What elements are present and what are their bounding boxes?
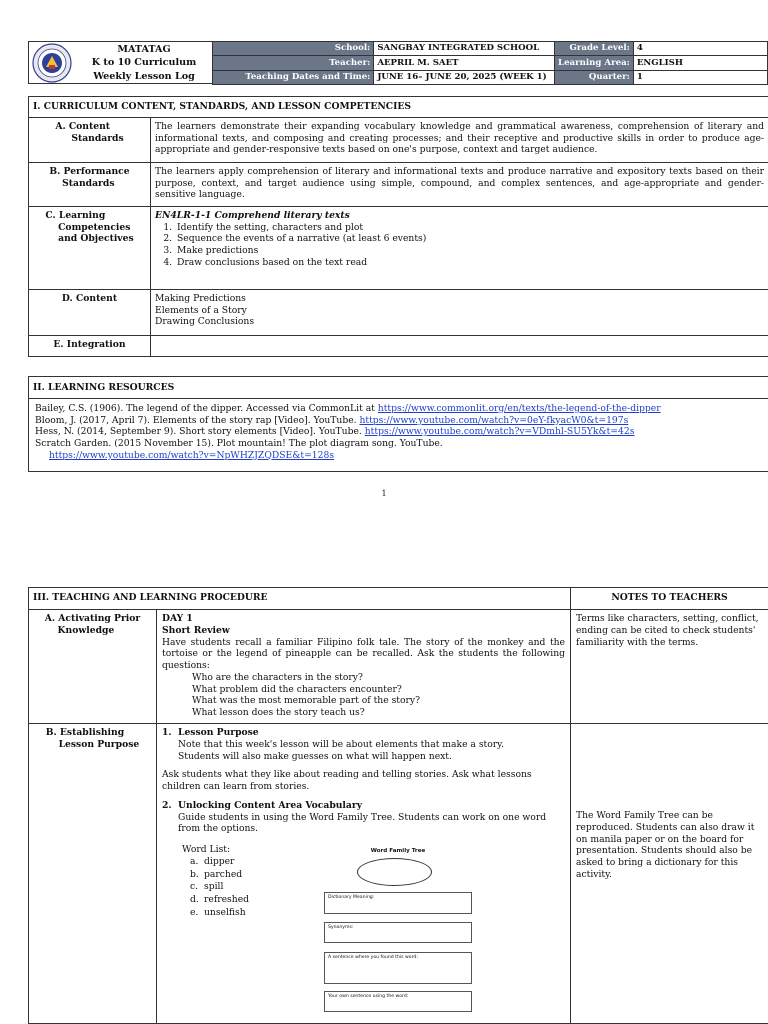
word-family-tree-title: Word Family Tree (370, 848, 426, 854)
header-fields (212, 41, 768, 85)
content-item: Making Predictions (155, 292, 246, 304)
title-line-1: MATATAG (117, 44, 171, 55)
activating-knowledge-cell (157, 610, 571, 724)
competency-code: EN4LR-1-1 Comprehend literary texts (155, 209, 350, 221)
activating-knowledge-label: A. Activating Prior Knowledge (29, 610, 157, 724)
grade-value: 4 (633, 42, 767, 56)
reference-link[interactable]: https://www.youtube.com/watch?v=NpWHZJZQDSE&t=128s (49, 449, 335, 461)
word-list-label: Word List: (182, 844, 231, 856)
notes-heading: NOTES TO TEACHERS (571, 588, 768, 610)
lesson-purpose-line: Note that this week's lesson will be about elements that make a story. (178, 738, 505, 750)
synonyms-box: Synonyms: (324, 922, 472, 943)
content-standards-text: The learners demonstrate their expanding vocabulary knowledge and grammatical awareness, comprehension of literary and informational texts, and composing and creating processes; and their receptive and productive skills in order to produce age-appropriate and gender-responsive texts based on one's purpose, context and target audience. (151, 117, 768, 162)
integration-label: E. Integration (29, 335, 151, 356)
question-item: What lesson does the story teach us? (192, 707, 365, 719)
own-sentence-box: Your own sentence using the word: (324, 991, 472, 1012)
word-item: b. parched (190, 868, 243, 880)
found-sentence-box: A sentence where you found this word: (324, 952, 472, 984)
short-review-title: Short Review (162, 624, 230, 636)
title-line-3: Weekly Lesson Log (93, 70, 195, 82)
lesson-purpose-text: Ask students what they like about reading and telling stories. Ask what lessons children can learn from stories. (162, 769, 532, 793)
dates-label: Teaching Dates and Time: (213, 70, 374, 84)
word-item: d. refreshed (190, 894, 250, 906)
section-1-heading: I. CURRICULUM CONTENT, STANDARDS, AND LESSON COMPETENCIES (29, 97, 768, 118)
reference-item: Hess, N. (2014, September 9). Short story elements [Video]. YouTube. https://www.youtube.com/watch?v=VDmhl-SU5Yk&t=42s (35, 426, 635, 438)
performance-standards-label: B. Performance Standards (29, 162, 151, 206)
vocabulary-text: Guide students in using the Word Family Tree. Students can work on one word from the options. (178, 811, 547, 835)
page-number: 1 (381, 489, 387, 498)
competencies-label: C. Learning Competencies and Objectives (29, 206, 151, 289)
learning-resources (28, 376, 768, 472)
activating-note: Terms like characters, setting, conflict, ending can be cited to check students' familiarity with the terms. (571, 610, 768, 724)
lesson-purpose-title: 1. Lesson Purpose (162, 727, 259, 738)
curriculum-content-table (28, 96, 768, 357)
reference-item: Scratch Garden. (2015 November 15). Plot mountain! The plot diagram song. YouTube. https://www.youtube.com/watch?v=NpWHZJZQDSE&t=128s (35, 438, 443, 461)
word-item: e. unselfish (190, 906, 246, 918)
school-value: SANGBAY INTEGRATED SCHOOL (374, 42, 555, 56)
quarter-label: Quarter: (555, 70, 634, 84)
teacher-value: AEPRIL M. SAET (374, 56, 555, 70)
day-label: DAY 1 (162, 613, 193, 624)
content-label: D. Content (29, 289, 151, 335)
dates-value: JUNE 16– JUNE 20, 2025 (WEEK 1) (374, 70, 555, 84)
word-family-note: The Word Family Tree can be reproduced. Students can also draw it on manila paper or on the board for presentation. Students should also be asked to bring a dictionary for this activity. (576, 810, 755, 880)
objectives-list (175, 222, 764, 269)
content-item: Elements of a Story (155, 304, 247, 316)
content-standards-label: A. Content Standards (29, 117, 151, 162)
word-item: a. dipper (190, 855, 235, 867)
reference-item: Bailey, C.S. (1906). The legend of the dipper. Accessed via CommonLit at https://www.commonlit.org/en/texts/the-legend-of-the-dipper (35, 402, 661, 414)
objective-item: 4. Draw conclusions based on the text read (175, 257, 764, 269)
content-item: Drawing Conclusions (155, 316, 255, 328)
school-label: School: (213, 42, 374, 56)
question-item: What problem did the characters encounter? (192, 683, 402, 695)
resources-list (29, 399, 768, 466)
integration-text (151, 335, 768, 356)
quarter-value: 1 (633, 70, 767, 84)
objective-item: 2. Sequence the events of a narrative (at least 6 events) (175, 233, 764, 245)
reference-item: Bloom, J. (2017, April 7). Elements of the story rap [Video]. YouTube. https://www.youtube.com/watch?v=0eY-fkyacW0&t=197s (35, 414, 629, 426)
reference-link[interactable]: https://www.commonlit.org/en/texts/the-legend-of-the-dipper (377, 402, 661, 414)
reference-link[interactable]: https://www.youtube.com/watch?v=VDmhl-SU5Yk&t=42s (364, 426, 635, 438)
lesson-log-header (28, 41, 768, 84)
reference-link[interactable]: https://www.youtube.com/watch?v=0eY-fkyacW0&t=197s (359, 414, 629, 426)
question-item: What was the most memorable part of the story? (192, 695, 421, 707)
lesson-purpose-label: B. Establishing Lesson Purpose (29, 724, 157, 1024)
area-value: ENGLISH (633, 56, 767, 70)
section-2-heading: II. LEARNING RESOURCES (29, 377, 768, 399)
word-oval (357, 858, 432, 886)
content-cell (151, 289, 768, 335)
lesson-purpose-note-cell (571, 724, 768, 1024)
competencies-cell (151, 206, 768, 289)
deped-seal-icon (32, 43, 72, 83)
word-item: c. spill (190, 881, 224, 893)
teacher-label: Teacher: (213, 56, 374, 70)
area-label: Learning Area: (555, 56, 634, 70)
grade-label: Grade Level: (555, 42, 634, 56)
performance-standards-text: The learners apply comprehension of literary and informational texts and produce narrative and expository texts based on their purpose, context, and target audience using simple, compound, and complex sentences, and age-appropriate and gender-sensitive language. (151, 162, 768, 206)
question-item: Who are the characters in the story? (192, 671, 363, 683)
vocabulary-title: 2. Unlocking Content Area Vocabulary (162, 799, 363, 811)
title-line-2: K to 10 Curriculum (91, 57, 197, 69)
short-review-text: Have students recall a familiar Filipino folk tale. The story of the monkey and the tortoise or the legend of pineapple can be recalled. Ask the students the following questions: (162, 636, 565, 672)
objective-item: 1. Identify the setting, characters and plot (175, 222, 764, 234)
curriculum-title (74, 43, 214, 83)
lesson-purpose-line: Students will also make guesses on what will happen next. (178, 750, 452, 762)
objective-item: 3. Make predictions (175, 245, 764, 257)
section-3-heading: III. TEACHING AND LEARNING PROCEDURE (29, 588, 571, 610)
word-family-tree (320, 848, 476, 1020)
dictionary-meaning-box: Dictionary Meaning: (324, 892, 472, 914)
